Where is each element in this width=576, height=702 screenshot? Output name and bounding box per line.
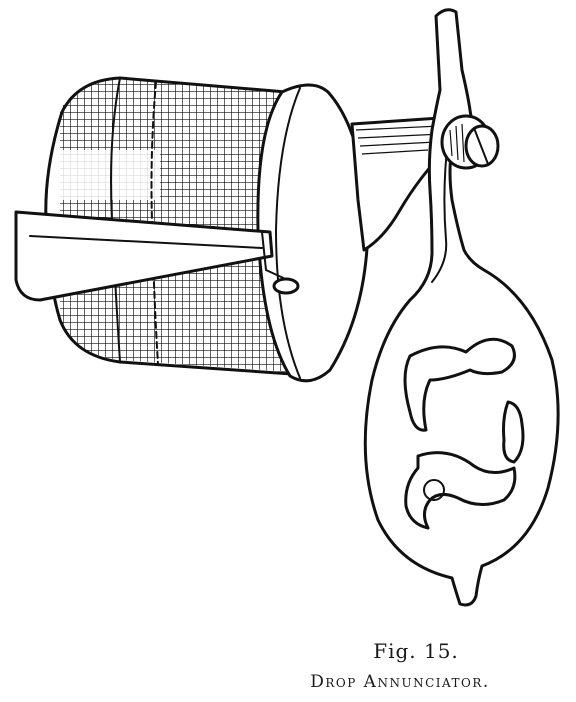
- pivot-screw: [442, 116, 498, 168]
- figure-number: Fig. 15.: [373, 639, 459, 663]
- figure-caption: [250, 638, 550, 694]
- figure-title: Drop Annunciator.: [310, 672, 490, 692]
- drop-shutter: [365, 10, 558, 605]
